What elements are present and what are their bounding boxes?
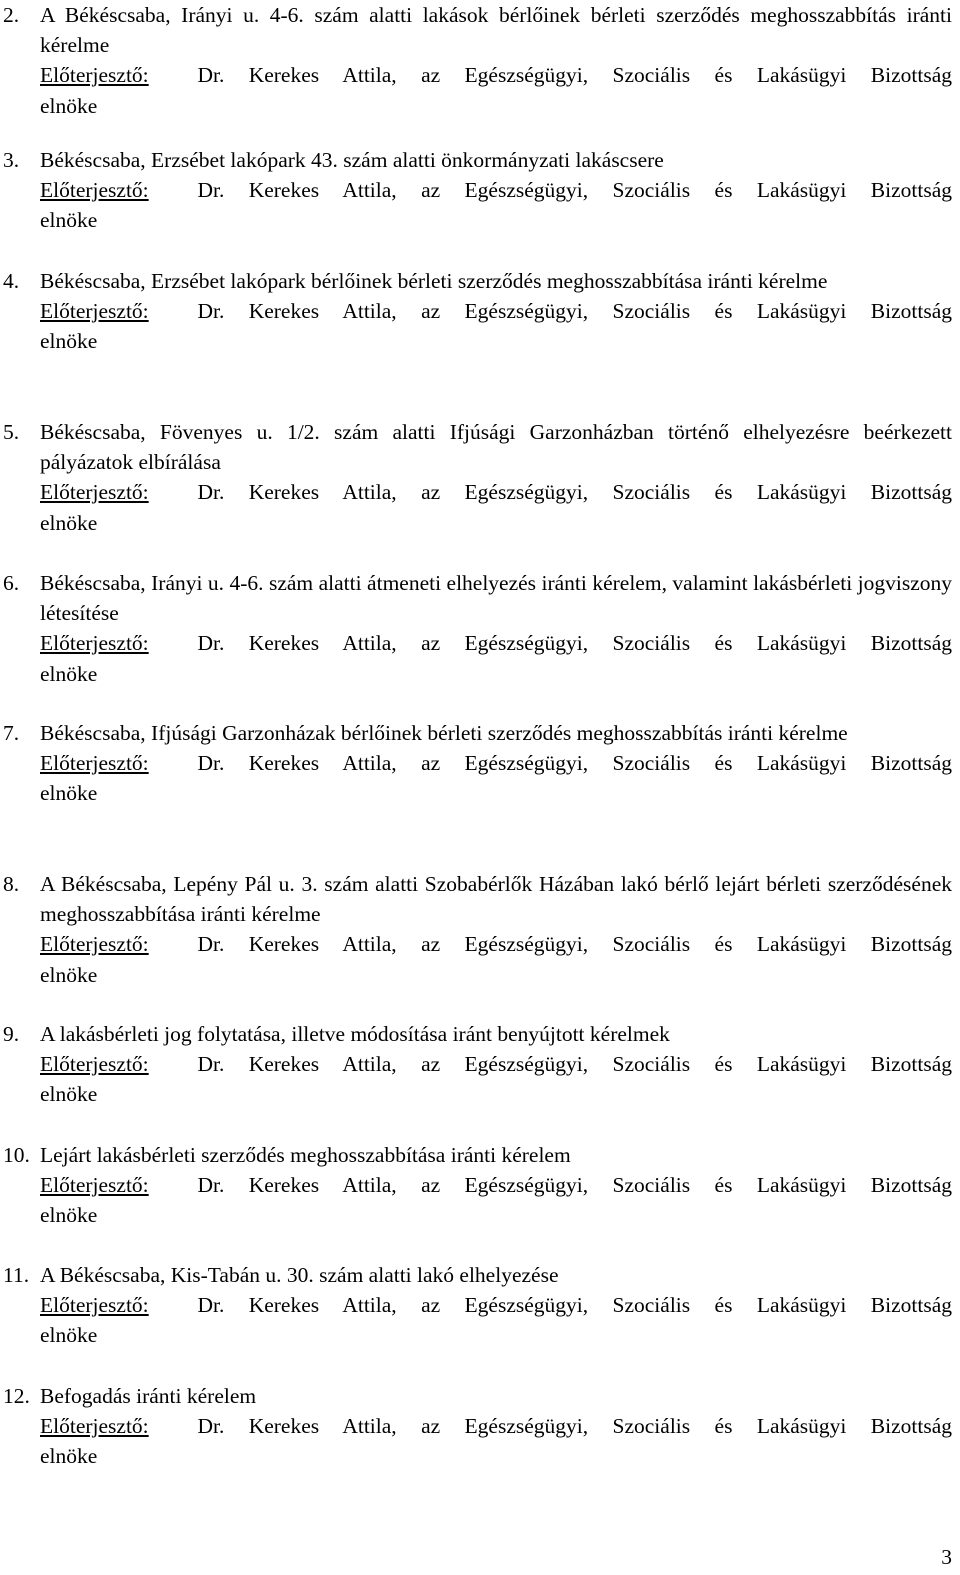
presenter-name: Dr. Kerekes Attila, az Egészségügyi, Szociális és Lakásügyi Bizottság: [197, 178, 952, 203]
agenda-item: [0, 417, 952, 538]
item-number: 4.: [3, 269, 20, 293]
presenter-label: Előterjesztő:: [40, 932, 149, 957]
presenter-role: elnöke: [40, 1323, 98, 1348]
presenter-line: [40, 628, 952, 658]
item-title: Békéscsaba, Ifjúsági Garzonházak bérlőinek bérleti szerződés meghosszabbítás iránti kérelme: [40, 721, 848, 745]
presenter-line: [40, 1049, 952, 1079]
item-number: 5.: [3, 420, 20, 444]
presenter-role: elnöke: [40, 93, 98, 118]
presenter-name: Dr. Kerekes Attila, az Egészségügyi, Szociális és Lakásügyi Bizottság: [197, 1173, 952, 1198]
agenda-item: [0, 1260, 952, 1351]
presenter-label: Előterjesztő:: [40, 63, 149, 88]
presenter-role: elnöke: [40, 661, 98, 686]
presenter-label: Előterjesztő:: [40, 631, 149, 656]
presenter-name: Dr. Kerekes Attila, az Egészségügyi, Szociális és Lakásügyi Bizottság: [197, 480, 952, 505]
item-title: Békéscsaba, Fövenyes u. 1/2. szám alatti Ifjúsági Garzonházban történő elhelyezésre beérkezett pályázatok elbírálása: [40, 420, 952, 475]
presenter-role: elnöke: [40, 781, 98, 806]
item-number: 9.: [3, 1022, 20, 1046]
presenter-line: [40, 1170, 952, 1200]
presenter-name: Dr. Kerekes Attila, az Egészségügyi, Szociális és Lakásügyi Bizottság: [197, 63, 952, 88]
agenda-item: [0, 869, 952, 990]
presenter-line: [40, 296, 952, 326]
presenter-line: [40, 60, 952, 90]
presenter-line: [40, 175, 952, 205]
agenda-item: [0, 266, 952, 357]
agenda-item: [0, 1140, 952, 1231]
item-number: 6.: [3, 571, 20, 595]
item-title: Békéscsaba, Erzsébet lakópark 43. szám alatti önkormányzati lakáscsere: [40, 148, 664, 172]
presenter-label: Előterjesztő:: [40, 1052, 149, 1077]
presenter-line: [40, 1290, 952, 1320]
item-title: A lakásbérleti jog folytatása, illetve módosítása iránt benyújtott kérelmek: [40, 1022, 670, 1046]
item-number: 11.: [3, 1263, 30, 1287]
presenter-role: elnöke: [40, 1444, 98, 1469]
agenda-item: [0, 718, 952, 809]
item-number: 8.: [3, 872, 20, 896]
presenter-label: Előterjesztő:: [40, 1414, 149, 1439]
presenter-role: elnöke: [40, 329, 98, 354]
item-number: 10.: [3, 1143, 30, 1167]
presenter-name: Dr. Kerekes Attila, az Egészségügyi, Szociális és Lakásügyi Bizottság: [197, 1293, 952, 1318]
presenter-role: elnöke: [40, 1082, 98, 1107]
presenter-role: elnöke: [40, 962, 98, 987]
presenter-label: Előterjesztő:: [40, 178, 149, 203]
presenter-name: Dr. Kerekes Attila, az Egészségügyi, Szociális és Lakásügyi Bizottság: [197, 631, 952, 656]
presenter-label: Előterjesztő:: [40, 1173, 149, 1198]
item-title: Békéscsaba, Irányi u. 4-6. szám alatti átmeneti elhelyezés iránti kérelem, valamint lakásbérleti jogviszony létesítése: [40, 571, 952, 626]
item-number: 12.: [3, 1384, 30, 1408]
item-number: 3.: [3, 148, 20, 172]
item-title: Lejárt lakásbérleti szerződés meghosszabbítása iránti kérelem: [40, 1143, 571, 1167]
presenter-label: Előterjesztő:: [40, 480, 149, 505]
presenter-role: elnöke: [40, 1203, 98, 1228]
agenda-item: [0, 568, 952, 689]
presenter-label: Előterjesztő:: [40, 751, 149, 776]
presenter-name: Dr. Kerekes Attila, az Egészségügyi, Szociális és Lakásügyi Bizottság: [197, 932, 952, 957]
presenter-role: elnöke: [40, 208, 98, 233]
item-title: Békéscsaba, Erzsébet lakópark bérlőinek bérleti szerződés meghosszabbítása iránti kérelme: [40, 269, 828, 293]
presenter-label: Előterjesztő:: [40, 299, 149, 324]
agenda-item: [0, 145, 952, 236]
item-title: Befogadás iránti kérelem: [40, 1384, 257, 1408]
presenter-line: [40, 1411, 952, 1441]
item-title: A Békéscsaba, Irányi u. 4-6. szám alatti lakások bérlőinek bérleti szerződés meghosszabbítás iránti kérelme: [40, 3, 952, 58]
presenter-name: Dr. Kerekes Attila, az Egészségügyi, Szociális és Lakásügyi Bizottság: [197, 1414, 952, 1439]
agenda-item: [0, 1019, 952, 1110]
presenter-name: Dr. Kerekes Attila, az Egészségügyi, Szociális és Lakásügyi Bizottság: [197, 751, 952, 776]
agenda-item: [0, 1381, 952, 1472]
presenter-line: [40, 477, 952, 507]
presenter-line: [40, 929, 952, 959]
item-number: 2.: [3, 3, 20, 27]
agenda-item: [0, 0, 952, 121]
item-title: A Békéscsaba, Kis-Tabán u. 30. szám alatti lakó elhelyezése: [40, 1263, 559, 1287]
presenter-label: Előterjesztő:: [40, 1293, 149, 1318]
item-number: 7.: [3, 721, 20, 745]
page-number: 3: [941, 1545, 952, 1569]
presenter-name: Dr. Kerekes Attila, az Egészségügyi, Szociális és Lakásügyi Bizottság: [197, 299, 952, 324]
presenter-name: Dr. Kerekes Attila, az Egészségügyi, Szociális és Lakásügyi Bizottság: [197, 1052, 952, 1077]
presenter-role: elnöke: [40, 510, 98, 535]
presenter-line: [40, 748, 952, 778]
item-title: A Békéscsaba, Lepény Pál u. 3. szám alatti Szobabérlők Házában lakó bérlő lejárt bérleti szerződésének meghosszabbítása iránti kérelme: [40, 872, 952, 927]
